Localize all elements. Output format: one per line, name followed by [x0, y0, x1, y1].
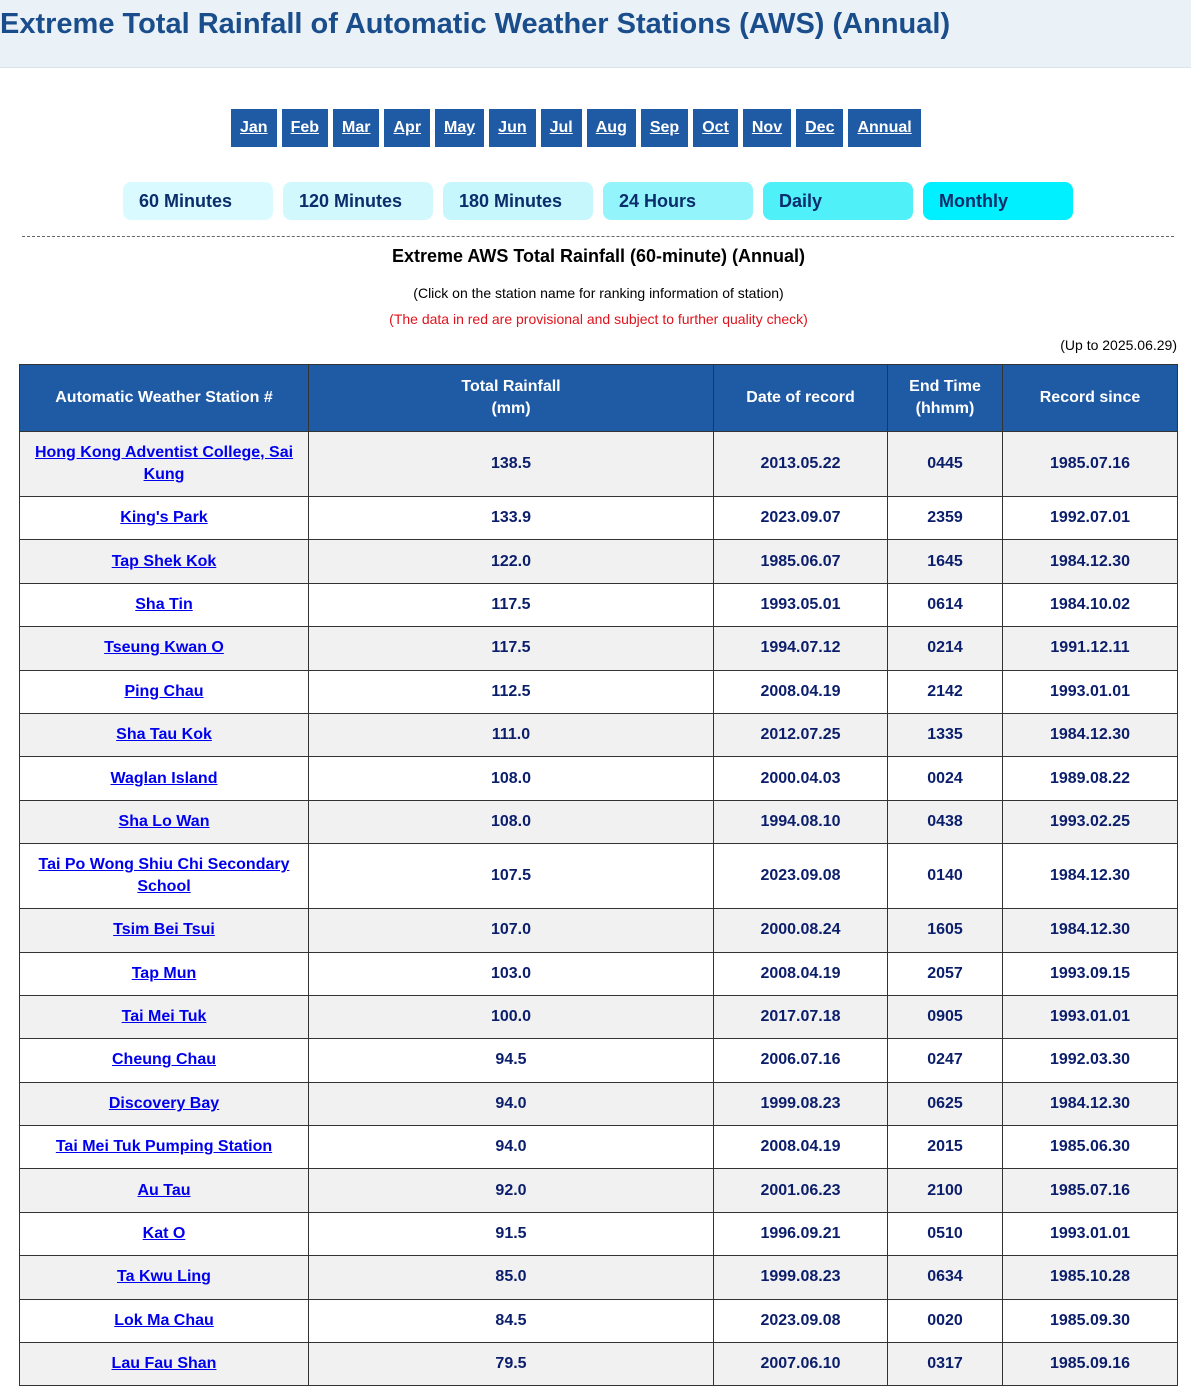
table-row [20, 800, 1178, 843]
date-cell: 2017.07.18 [714, 995, 888, 1038]
total-rainfall-cell: 117.5 [309, 583, 714, 626]
station-link[interactable]: Hong Kong Adventist College, Sai Kung [34, 444, 294, 483]
header-date-of-record: Date of record [714, 365, 888, 432]
up-to-date: (Up to 2025.06.29) [1060, 337, 1177, 353]
header-end-time: End Time (hhmm) [888, 365, 1003, 432]
provisional-note: (The data in red are provisional and subject to further quality check) [389, 311, 808, 327]
station-cell [20, 995, 309, 1038]
station-link[interactable]: Waglan Island [110, 769, 218, 787]
total-rainfall-cell: 112.5 [309, 670, 714, 713]
record-since-cell: 1993.02.25 [1003, 800, 1178, 843]
date-cell: 1996.09.21 [714, 1212, 888, 1255]
station-link[interactable]: Tsim Bei Tsui [113, 921, 215, 939]
record-since-cell: 1985.09.16 [1003, 1343, 1178, 1386]
duration-tab-180-minutes[interactable]: 180 Minutes [443, 182, 593, 220]
station-link[interactable]: King's Park [120, 509, 208, 527]
total-rainfall-cell: 84.5 [309, 1299, 714, 1342]
station-cell [20, 844, 309, 909]
table-row [20, 1212, 1178, 1255]
station-cell [20, 670, 309, 713]
record-since-cell: 1993.01.01 [1003, 670, 1178, 713]
table-row [20, 1126, 1178, 1169]
end-time-cell: 0625 [888, 1082, 1003, 1125]
end-time-cell: 0510 [888, 1212, 1003, 1255]
month-tab-jul[interactable]: Jul [541, 109, 582, 147]
date-cell: 2008.04.19 [714, 952, 888, 995]
month-tab-sep[interactable]: Sep [641, 109, 688, 147]
end-time-cell: 1605 [888, 909, 1003, 952]
table-row [20, 952, 1178, 995]
date-cell: 2023.09.08 [714, 844, 888, 909]
total-rainfall-cell: 133.9 [309, 497, 714, 540]
station-cell [20, 497, 309, 540]
station-cell [20, 1126, 309, 1169]
station-cell [20, 952, 309, 995]
station-link[interactable]: Tai Po Wong Shiu Chi Secondary School [38, 856, 290, 896]
station-cell [20, 909, 309, 952]
record-since-cell: 1985.10.28 [1003, 1256, 1178, 1299]
month-tab-may[interactable]: May [435, 109, 484, 147]
end-time-cell: 0024 [888, 757, 1003, 800]
table-row [20, 909, 1178, 952]
end-time-cell: 0020 [888, 1299, 1003, 1342]
duration-tab-24-hours[interactable]: 24 Hours [603, 182, 753, 220]
record-since-cell: 1984.12.30 [1003, 713, 1178, 756]
table-row [20, 540, 1178, 583]
total-rainfall-cell: 108.0 [309, 757, 714, 800]
station-link[interactable]: Sha Lo Wan [118, 812, 210, 830]
record-since-cell: 1985.07.16 [1003, 1169, 1178, 1212]
month-tab-dec[interactable]: Dec [796, 109, 843, 147]
station-cell [20, 1212, 309, 1255]
total-rainfall-cell: 107.5 [309, 844, 714, 909]
table-row [20, 670, 1178, 713]
station-cell [20, 1299, 309, 1342]
date-cell: 2001.06.23 [714, 1169, 888, 1212]
total-rainfall-cell: 92.0 [309, 1169, 714, 1212]
station-cell [20, 800, 309, 843]
end-time-cell: 0634 [888, 1256, 1003, 1299]
table-row [20, 1343, 1178, 1386]
station-cell [20, 432, 309, 497]
table-row [20, 1256, 1178, 1299]
total-rainfall-cell: 79.5 [309, 1343, 714, 1386]
station-cell [20, 757, 309, 800]
end-time-cell: 2359 [888, 497, 1003, 540]
station-link[interactable]: Au Tau [137, 1181, 191, 1199]
date-cell: 2006.07.16 [714, 1039, 888, 1082]
station-link[interactable]: Tseung Kwan O [104, 639, 224, 657]
station-link[interactable]: Ta Kwu Ling [117, 1268, 211, 1286]
record-since-cell: 1993.01.01 [1003, 1212, 1178, 1255]
table-row [20, 583, 1178, 626]
record-since-cell: 1985.09.30 [1003, 1299, 1178, 1342]
station-link[interactable]: Lok Ma Chau [114, 1311, 214, 1329]
month-tabs [231, 109, 926, 147]
page-header [0, 0, 1191, 68]
date-cell: 2008.04.19 [714, 1126, 888, 1169]
divider [22, 236, 1174, 237]
click-note: (Click on the station name for ranking information of station) [413, 285, 784, 301]
month-tab-aug[interactable]: Aug [587, 109, 636, 147]
table-row [20, 1169, 1178, 1212]
table-row [20, 1299, 1178, 1342]
date-cell: 1993.05.01 [714, 583, 888, 626]
end-time-cell: 2100 [888, 1169, 1003, 1212]
table-row [20, 1082, 1178, 1125]
station-link[interactable]: Kat O [142, 1225, 186, 1243]
end-time-cell: 1335 [888, 713, 1003, 756]
station-cell [20, 713, 309, 756]
total-rainfall-cell: 117.5 [309, 627, 714, 670]
month-tab-nov[interactable]: Nov [743, 109, 791, 147]
table-row [20, 432, 1178, 497]
total-rainfall-cell: 108.0 [309, 800, 714, 843]
duration-tab-120-minutes[interactable]: 120 Minutes [283, 182, 433, 220]
station-link[interactable]: Cheung Chau [112, 1051, 216, 1069]
table-row [20, 1039, 1178, 1082]
record-since-cell: 1985.07.16 [1003, 432, 1178, 497]
record-since-cell: 1991.12.11 [1003, 627, 1178, 670]
date-cell: 1999.08.23 [714, 1256, 888, 1299]
page-title: Extreme Total Rainfall of Automatic Weather Stations (AWS) (Annual) [0, 8, 951, 40]
date-cell: 2008.04.19 [714, 670, 888, 713]
date-cell: 2013.05.22 [714, 432, 888, 497]
station-link[interactable]: Sha Tin [135, 595, 193, 613]
station-cell [20, 1256, 309, 1299]
end-time-cell: 0214 [888, 627, 1003, 670]
date-cell: 2000.08.24 [714, 909, 888, 952]
total-rainfall-cell: 103.0 [309, 952, 714, 995]
total-rainfall-cell: 107.0 [309, 909, 714, 952]
record-since-cell: 1989.08.22 [1003, 757, 1178, 800]
date-cell: 2012.07.25 [714, 713, 888, 756]
record-since-cell: 1984.12.30 [1003, 540, 1178, 583]
section-title: Extreme AWS Total Rainfall (60-minute) (Annual) [391, 246, 806, 266]
month-tab-jun[interactable]: Jun [489, 109, 535, 147]
station-cell [20, 1082, 309, 1125]
end-time-cell: 0905 [888, 995, 1003, 1038]
record-since-cell: 1993.09.15 [1003, 952, 1178, 995]
end-time-cell: 2142 [888, 670, 1003, 713]
date-cell: 2000.04.03 [714, 757, 888, 800]
record-since-cell: 1993.01.01 [1003, 995, 1178, 1038]
header-total-rainfall: Total Rainfall (mm) [309, 365, 714, 432]
table-row [20, 844, 1178, 909]
table-header-row [20, 365, 1178, 432]
month-tab-apr[interactable]: Apr [384, 109, 430, 147]
duration-tab-monthly[interactable]: Monthly [923, 182, 1073, 220]
total-rainfall-cell: 100.0 [309, 995, 714, 1038]
record-since-cell: 1992.03.30 [1003, 1039, 1178, 1082]
total-rainfall-cell: 94.0 [309, 1082, 714, 1125]
date-cell: 1985.06.07 [714, 540, 888, 583]
end-time-cell: 0140 [888, 844, 1003, 909]
station-link[interactable]: Lau Fau Shan [111, 1355, 217, 1373]
duration-tab-60-minutes[interactable]: 60 Minutes [123, 182, 273, 220]
station-link[interactable]: Sha Tau Kok [116, 726, 212, 744]
total-rainfall-cell: 122.0 [309, 540, 714, 583]
station-cell [20, 540, 309, 583]
end-time-cell: 0317 [888, 1343, 1003, 1386]
station-link[interactable]: Tai Mei Tuk Pumping Station [55, 1138, 273, 1156]
end-time-cell: 0614 [888, 583, 1003, 626]
date-cell: 2023.09.07 [714, 497, 888, 540]
record-since-cell: 1984.12.30 [1003, 1082, 1178, 1125]
table-row [20, 627, 1178, 670]
record-since-cell: 1984.10.02 [1003, 583, 1178, 626]
total-rainfall-cell: 91.5 [309, 1212, 714, 1255]
record-since-cell: 1992.07.01 [1003, 497, 1178, 540]
month-tab-jan[interactable]: Jan [231, 109, 277, 147]
end-time-cell: 0247 [888, 1039, 1003, 1082]
duration-tab-daily[interactable]: Daily [763, 182, 913, 220]
total-rainfall-cell: 85.0 [309, 1256, 714, 1299]
end-time-cell: 2057 [888, 952, 1003, 995]
date-cell: 1994.08.10 [714, 800, 888, 843]
month-tab-feb[interactable]: Feb [282, 109, 328, 147]
table-row [20, 757, 1178, 800]
header-station: Automatic Weather Station # [20, 365, 309, 432]
station-link[interactable]: Discovery Bay [108, 1094, 220, 1112]
header-record-since: Record since [1003, 365, 1178, 432]
month-tab-annual[interactable]: Annual [848, 109, 920, 147]
table-row [20, 497, 1178, 540]
month-tab-mar[interactable]: Mar [333, 109, 379, 147]
station-cell [20, 627, 309, 670]
table-row [20, 713, 1178, 756]
month-tab-oct[interactable]: Oct [693, 109, 738, 147]
station-link[interactable]: Tap Mun [131, 964, 197, 982]
record-since-cell: 1984.12.30 [1003, 909, 1178, 952]
total-rainfall-cell: 94.5 [309, 1039, 714, 1082]
table-row [20, 995, 1178, 1038]
total-rainfall-cell: 111.0 [309, 713, 714, 756]
end-time-cell: 0445 [888, 432, 1003, 497]
end-time-cell: 2015 [888, 1126, 1003, 1169]
end-time-cell: 1645 [888, 540, 1003, 583]
station-cell [20, 1343, 309, 1386]
station-link[interactable]: Ping Chau [124, 682, 204, 700]
station-link[interactable]: Tap Shek Kok [111, 552, 217, 570]
station-cell [20, 583, 309, 626]
date-cell: 2023.09.08 [714, 1299, 888, 1342]
station-cell [20, 1169, 309, 1212]
total-rainfall-cell: 94.0 [309, 1126, 714, 1169]
total-rainfall-cell: 138.5 [309, 432, 714, 497]
station-cell [20, 1039, 309, 1082]
date-cell: 1994.07.12 [714, 627, 888, 670]
date-cell: 2007.06.10 [714, 1343, 888, 1386]
end-time-cell: 0438 [888, 800, 1003, 843]
record-since-cell: 1985.06.30 [1003, 1126, 1178, 1169]
record-since-cell: 1984.12.30 [1003, 844, 1178, 909]
date-cell: 1999.08.23 [714, 1082, 888, 1125]
duration-tabs [123, 182, 1083, 220]
rainfall-table [19, 364, 1178, 1386]
station-link[interactable]: Tai Mei Tuk [121, 1008, 207, 1026]
